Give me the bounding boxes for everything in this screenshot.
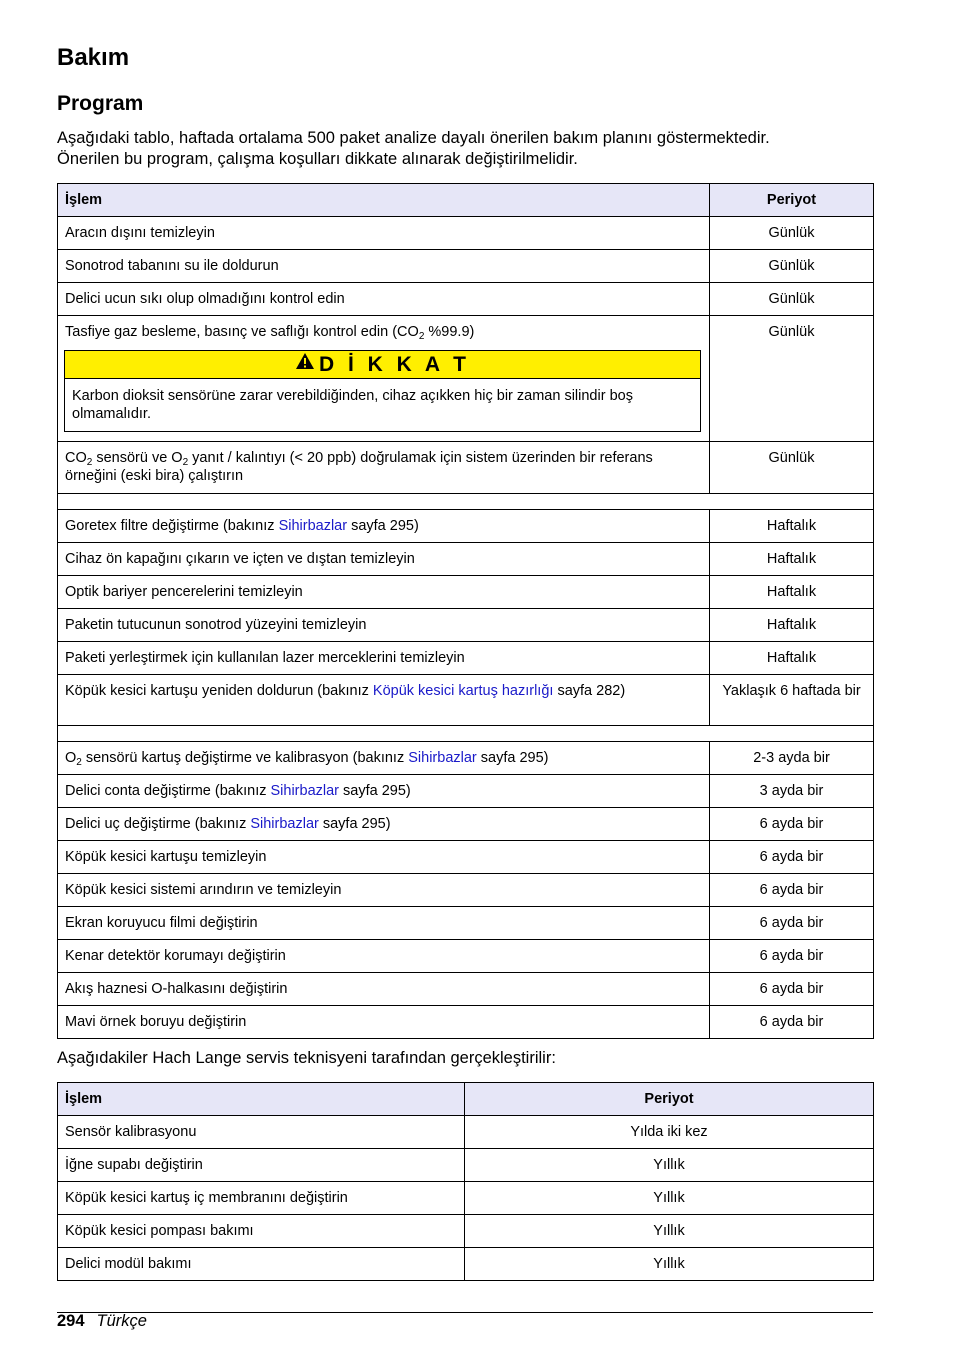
table-row — [58, 808, 874, 841]
task-text: sensörü kartuş değiştirme ve kalibrasyon (bakınız — [81, 750, 409, 766]
period-cell: 3 ayda bir — [710, 775, 874, 808]
period-cell: Yıllık — [465, 1215, 874, 1248]
task-cell: Paketin tutucunun sonotrod yüzeyini temizleyin — [58, 609, 710, 642]
task-cell: Köpük kesici kartuşu temizleyin — [58, 841, 710, 874]
task-cell: Delici ucun sıkı olup olmadığını kontrol edin — [58, 283, 710, 316]
intro-paragraph — [57, 128, 873, 170]
table-row — [58, 1149, 874, 1182]
caution-text: Karbon dioksit sensörüne zarar verebildiğinden, cihaz açıkken hiç bir zaman silindir boş olmamalıdır. — [72, 388, 633, 422]
task-cell: Delici modül bakımı — [58, 1248, 465, 1281]
period-cell: Günlük — [710, 283, 874, 316]
service-table — [57, 1082, 874, 1281]
task-cell: Köpük kesici sistemi arındırın ve temizleyin — [58, 874, 710, 907]
page-heading: Bakım — [57, 44, 130, 71]
task-cell: Ekran koruyucu filmi değiştirin — [58, 907, 710, 940]
table-row — [58, 1116, 874, 1149]
table-row — [58, 510, 874, 543]
table-header-row — [58, 1083, 874, 1116]
task-text: %99.9) — [424, 324, 475, 340]
task-cell: Aracın dışını temizleyin — [58, 217, 710, 250]
table-row — [58, 316, 874, 442]
task-cell: Cihaz ön kapağını çıkarın ve içten ve dıştan temizleyin — [58, 543, 710, 576]
task-text: sayfa 295) — [347, 518, 419, 534]
task-cell: Sonotrod tabanını su ile doldurun — [58, 250, 710, 283]
caution-header — [65, 351, 700, 379]
task-cell — [58, 316, 710, 442]
table-row — [58, 543, 874, 576]
maintenance-table — [57, 183, 874, 1039]
task-cell — [58, 510, 710, 543]
page-footer — [57, 1312, 147, 1331]
task-cell — [58, 775, 710, 808]
table-header-row — [58, 184, 874, 217]
task-cell: Köpük kesici kartuş iç membranını değiştirin — [58, 1182, 465, 1215]
warning-triangle-icon — [295, 350, 315, 377]
table-row — [58, 1215, 874, 1248]
task-cell — [58, 442, 710, 494]
table-row — [58, 940, 874, 973]
period-cell: 6 ayda bir — [710, 1006, 874, 1039]
spacer-cell — [58, 726, 874, 742]
period-cell: Haftalık — [710, 609, 874, 642]
footer-divider — [57, 1312, 873, 1313]
subscript: 2 — [76, 757, 82, 768]
table-row — [58, 283, 874, 316]
task-cell: Sensör kalibrasyonu — [58, 1116, 465, 1149]
caution-title: D İ K K A T — [319, 353, 470, 376]
intro-line-2: Önerilen bu program, çalışma koşulları dikkate alınarak değiştirilmelidir. — [57, 150, 578, 168]
period-cell: Yıllık — [465, 1182, 874, 1215]
period-cell: 6 ayda bir — [710, 874, 874, 907]
subscript: 2 — [418, 331, 425, 342]
period-cell: Yıllık — [465, 1149, 874, 1182]
period-cell: Yılda iki kez — [465, 1116, 874, 1149]
header-period: Periyot — [465, 1083, 874, 1116]
period-cell: Haftalık — [710, 543, 874, 576]
table-row — [58, 442, 874, 494]
task-text: sayfa 295) — [476, 750, 549, 766]
task-cell: Optik bariyer pencerelerini temizleyin — [58, 576, 710, 609]
task-cell: Kenar detektör korumayı değiştirin — [58, 940, 710, 973]
section-heading: Program — [57, 92, 144, 115]
header-task: İşlem — [58, 1083, 465, 1116]
subscript: 2 — [182, 457, 189, 468]
header-task: İşlem — [58, 184, 710, 217]
period-cell: Günlük — [710, 217, 874, 250]
task-text: Köpük kesici kartuşu yeniden doldurun (bakınız — [65, 683, 373, 699]
period-cell: 6 ayda bir — [710, 940, 874, 973]
caution-box — [64, 350, 701, 432]
table-row — [58, 1182, 874, 1215]
table-row — [58, 874, 874, 907]
table-row — [58, 217, 874, 250]
task-text: O — [65, 750, 77, 766]
table-row — [58, 841, 874, 874]
task-text: Goretex filtre değiştirme (bakınız — [65, 518, 279, 534]
table-row — [58, 642, 874, 675]
task-text: sayfa 295) — [318, 816, 391, 832]
table-row — [58, 973, 874, 1006]
table-row — [58, 1248, 874, 1281]
task-cell: Paketi yerleştirmek için kullanılan lazer merceklerini temizleyin — [58, 642, 710, 675]
period-cell: Haftalık — [710, 576, 874, 609]
table-row — [58, 576, 874, 609]
kopuk-kesici-link[interactable]: Köpük kesici kartuş hazırlığı — [372, 683, 554, 699]
task-text: sayfa 295) — [339, 783, 411, 799]
intro-line-1: Aşağıdaki tablo, haftada ortalama 500 paket analize dayalı önerilen bakım planını göstermektedir. — [57, 129, 770, 147]
sihirbazlar-link[interactable]: Sihirbazlar — [278, 518, 348, 534]
spacer-row — [58, 494, 874, 510]
service-note: Aşağıdakiler Hach Lange servis teknisyeni tarafından gerçekleştirilir: — [57, 1049, 556, 1067]
task-cell: Mavi örnek boruyu değiştirin — [58, 1006, 710, 1039]
sihirbazlar-link[interactable]: Sihirbazlar — [270, 783, 339, 799]
table-row — [58, 609, 874, 642]
task-text: yanıt / kalıntıyı (< 20 ppb) doğrulamak için sistem üzerinden bir referans örneğini (eski bira) çalıştırın — [65, 450, 653, 484]
table-row — [58, 675, 874, 726]
period-cell: Yaklaşık 6 haftada bir — [710, 675, 874, 726]
sihirbazlar-link[interactable]: Sihirbazlar — [250, 816, 319, 832]
spacer-row — [58, 726, 874, 742]
footer-language: Türkçe — [96, 1312, 147, 1330]
task-text: sayfa 282) — [553, 683, 626, 699]
period-cell: Yıllık — [465, 1248, 874, 1281]
spacer-cell — [58, 494, 874, 510]
task-text: CO — [65, 450, 87, 466]
task-text: sensörü ve O — [92, 450, 183, 466]
task-cell — [58, 742, 710, 775]
period-cell: Haftalık — [710, 642, 874, 675]
period-cell: Günlük — [710, 442, 874, 494]
table-row — [58, 907, 874, 940]
table-row — [58, 742, 874, 775]
task-cell: Akış haznesi O-halkasını değiştirin — [58, 973, 710, 1006]
page-number: 294 — [57, 1312, 85, 1330]
period-cell: Günlük — [710, 250, 874, 283]
period-cell: Günlük — [710, 316, 874, 442]
task-cell — [58, 675, 710, 726]
period-cell: 6 ayda bir — [710, 907, 874, 940]
period-cell: 6 ayda bir — [710, 973, 874, 1006]
period-cell: 6 ayda bir — [710, 808, 874, 841]
period-cell: 6 ayda bir — [710, 841, 874, 874]
table-row — [58, 775, 874, 808]
subscript: 2 — [86, 457, 93, 468]
task-text: Delici uç değiştirme (bakınız — [65, 816, 251, 832]
task-cell — [58, 808, 710, 841]
table-row — [58, 250, 874, 283]
header-period: Periyot — [710, 184, 874, 217]
period-cell: Haftalık — [710, 510, 874, 543]
table-row — [58, 1006, 874, 1039]
period-cell: 2-3 ayda bir — [710, 742, 874, 775]
task-cell: İğne supabı değiştirin — [58, 1149, 465, 1182]
sihirbazlar-link[interactable]: Sihirbazlar — [408, 750, 477, 766]
task-text: Tasfiye gaz besleme, basınç ve saflığı kontrol edin (CO — [65, 324, 419, 340]
task-text: Delici conta değiştirme (bakınız — [65, 783, 271, 799]
task-cell: Köpük kesici pompası bakımı — [58, 1215, 465, 1248]
